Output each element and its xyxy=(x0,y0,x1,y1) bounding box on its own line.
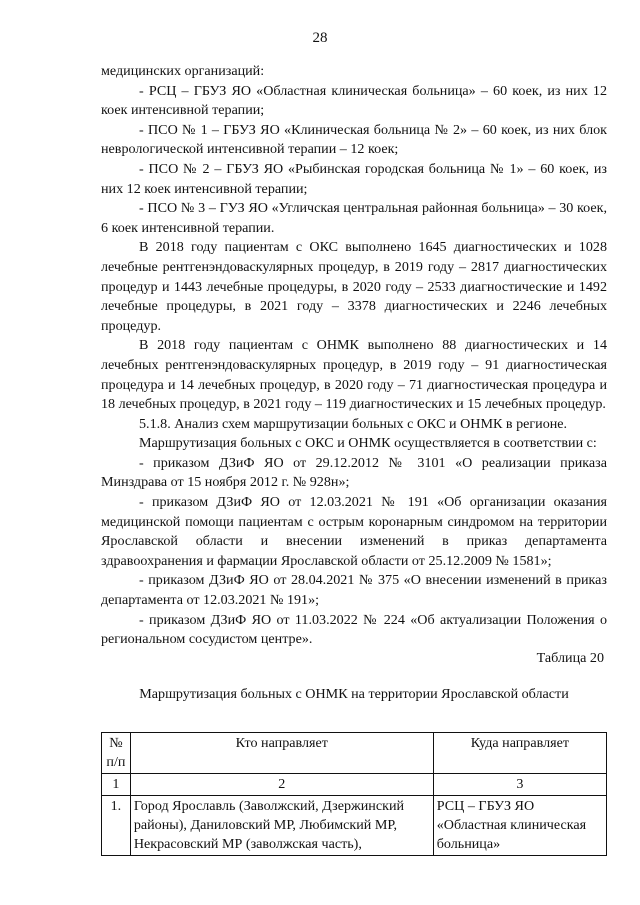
table-label: Таблица 20 xyxy=(536,650,604,666)
header-source: Кто направляет xyxy=(130,733,433,774)
section-heading: 5.1.8. Анализ схем маршрутизации больных с ОКС и ОНМК в регионе. xyxy=(139,415,568,432)
paragraph: - ПСО № 2 – ГБУЗ ЯО «Рыбинская городская больница № 1» – 60 коек, из них 12 коек интенсивной терапии; xyxy=(101,160,607,197)
paragraph: В 2018 году пациентам с ОКС выполнено 1645 диагностических и 1028 лечебные рентгенэндоваскулярных процедур, в 2019 году – 2817 диагностических процедур и 1443 лечебные процедуры, в 2020 году – 2533 диагностические и 1492 лечебные процедуры, в 2021 году – 3378 диагностических и 2246 лечебных процедур. xyxy=(101,239,607,334)
paragraph: - приказом ДЗиФ ЯО от 12.03.2021 № 191 «Об организации оказания медицинской помощи пациентам с острым коронарным синдромом на территории Ярославской области и внесении изменений в приказ департамента здравоохранения и фармации Ярославской области от 25.12.2009 № 1581»; xyxy=(101,494,607,569)
paragraph: - ПСО № 3 – ГУЗ ЯО «Угличская центральная районная больница» – 30 коек, 6 коек интенсивной терапии. xyxy=(101,200,607,236)
table-row xyxy=(102,796,607,856)
header-destination: Куда направляет xyxy=(433,733,606,774)
paragraph: - приказом ДЗиФ ЯО от 11.03.2022 № 224 «Об актуализации Положения о региональном сосудистом центре». xyxy=(101,611,607,648)
routing-table xyxy=(101,732,607,856)
paragraph: - ПСО № 1 – ГБУЗ ЯО «Клиническая больница № 2» – 60 коек, из них блок неврологической интенсивной терапии – 12 коек; xyxy=(101,121,607,158)
table-cell: Город Ярославль (Заволжский, Дзержинский районы), Даниловский МР, Любимский МР, Некрасовский МР (заволжская часть), xyxy=(130,796,433,856)
body-text xyxy=(101,62,607,650)
page-number: 28 xyxy=(312,30,328,46)
paragraph: - приказом ДЗиФ ЯО от 29.12.2012 № 3101 «О реализации приказа Минздрава от 15 ноября 2012 г. № 928н»; xyxy=(101,454,607,491)
table-header-row xyxy=(102,733,607,774)
table-numbering-row xyxy=(102,774,607,796)
paragraph: Маршрутизация больных с ОКС и ОНМК осуществляется в соответствии с: xyxy=(139,435,597,452)
table-title: Маршрутизация больных с ОНМК на территории Ярославской области xyxy=(139,686,569,702)
table-cell: 1. xyxy=(102,796,131,856)
paragraph: В 2018 году пациентам с ОНМК выполнено 88 диагностических и 14 лечебных рентгенэндоваскулярных процедур, в 2019 году – 91 диагностическая процедура и 14 лечебных процедур, в 2020 году – 71 диагностическая процедура и 18 лечебных процедур, в 2021 году – 119 диагностических и 15 лечебных процедур. xyxy=(101,337,607,413)
column-number: 3 xyxy=(433,774,606,796)
table-cell: РСЦ – ГБУЗ ЯО «Областная клиническая больница» xyxy=(433,796,606,856)
paragraph: медицинских организаций: xyxy=(101,63,265,79)
paragraph: - РСЦ – ГБУЗ ЯО «Областная клиническая больница» – 60 коек, из них 12 коек интенсивной терапии; xyxy=(101,82,607,119)
header-number: № п/п xyxy=(102,733,131,774)
column-number: 1 xyxy=(102,774,131,796)
paragraph: - приказом ДЗиФ ЯО от 28.04.2021 № 375 «О внесении изменений в приказ департамента от 12.03.2021 № 191»; xyxy=(101,572,607,609)
column-number: 2 xyxy=(130,774,433,796)
